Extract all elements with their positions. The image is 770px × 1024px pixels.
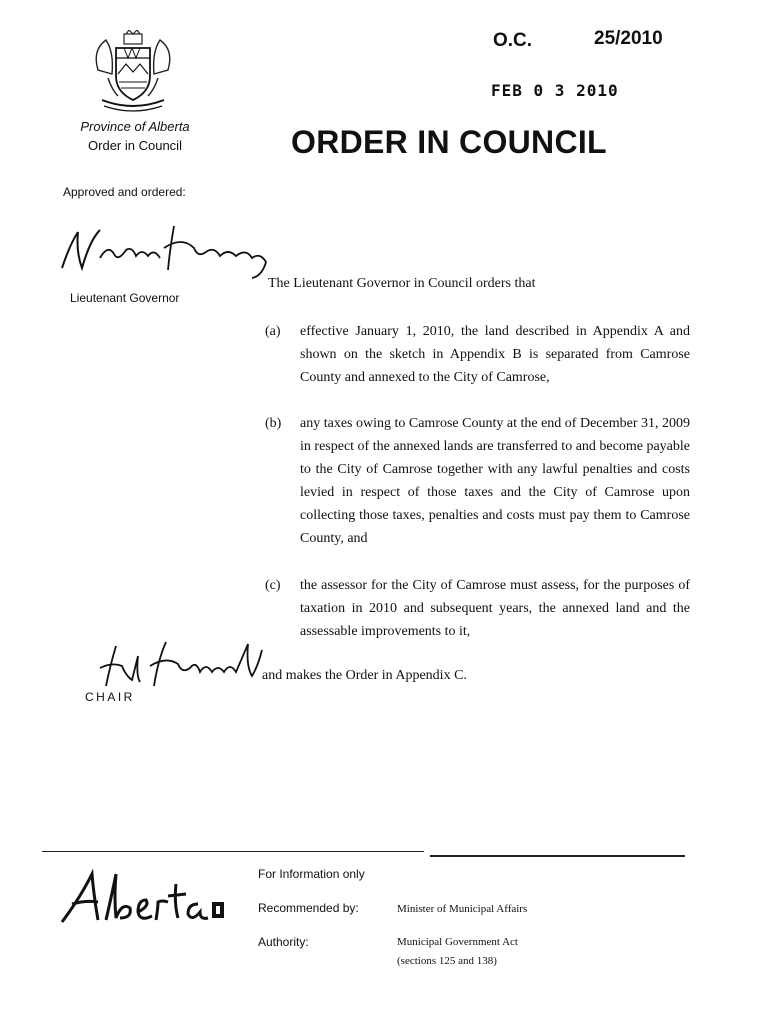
lieutenant-governor-label: Lieutenant Governor <box>70 291 180 305</box>
chair-signature <box>92 636 264 688</box>
clause-b <box>265 412 690 550</box>
footer-divider-left <box>42 851 424 852</box>
authority-label: Authority: <box>258 935 309 949</box>
clause-marker: (c) <box>265 578 281 593</box>
crest-subtitle: Order in Council <box>88 138 182 153</box>
clause-text: any taxes owing to Camrose County at the end of December 31, 2009 in respect of the annexed lands are transferred to and become payable to the City of Camrose together with any lawful penalties and costs levied in respect of those taxes and the City of Camrose upon collecting those taxes, penalties and costs must pay them to Camrose County, and <box>300 416 690 546</box>
province-name: Province of Alberta <box>80 119 190 134</box>
authority-value: Municipal Government Act <box>397 936 518 948</box>
chair-label: CHAIR <box>85 690 135 704</box>
coat-of-arms-icon <box>88 30 178 114</box>
page-title: ORDER IN COUNCIL <box>291 124 607 160</box>
clause-text: the assessor for the City of Camrose must assess, for the purposes of taxation in 2010 and subsequent years, the annexed land and the assessable improvements to it, <box>300 578 690 639</box>
lieutenant-governor-signature <box>56 218 276 280</box>
closing-text: and makes the Order in Appendix C. <box>262 668 467 683</box>
alberta-logo-icon <box>58 868 228 930</box>
clause-text: effective January 1, 2010, the land described in Appendix A and shown on the sketch in Appendix B is separated from Camrose County and annexed to the City of Camrose, <box>300 324 690 385</box>
clause-a <box>265 320 690 389</box>
clause-marker: (b) <box>265 416 282 431</box>
clause-marker: (a) <box>265 324 281 339</box>
recommended-by-label: Recommended by: <box>258 901 359 915</box>
authority-sections: (sections 125 and 138) <box>397 955 497 967</box>
oc-label: O.C. <box>493 30 533 51</box>
clause-c <box>265 574 690 643</box>
oc-number: 25/2010 <box>594 28 663 49</box>
approved-ordered-label: Approved and ordered: <box>63 185 186 199</box>
intro-text: The Lieutenant Governor in Council orders that <box>268 276 536 291</box>
footer-divider-right <box>430 855 685 857</box>
approval-date-stamp: FEB 0 3 2010 <box>491 81 619 100</box>
for-information-label: For Information only <box>258 867 365 881</box>
recommended-by-value: Minister of Municipal Affairs <box>397 903 528 915</box>
